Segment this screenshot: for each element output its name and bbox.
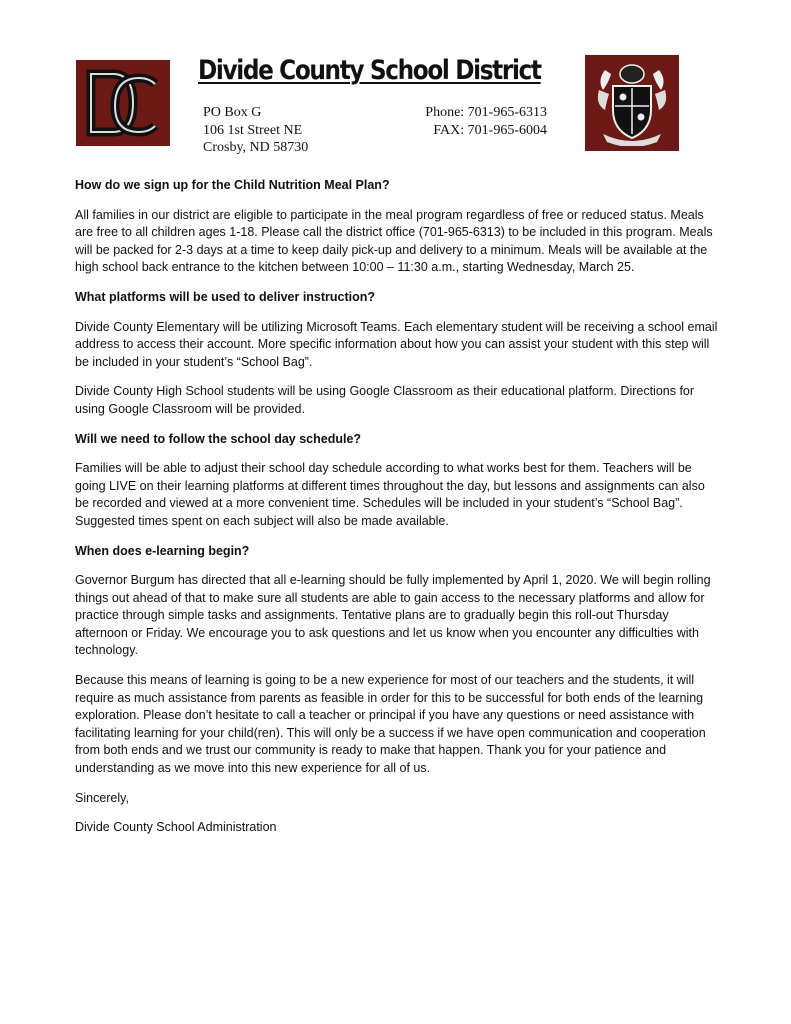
district-logo-dc bbox=[76, 60, 170, 146]
closing: Sincerely, bbox=[75, 790, 129, 805]
question-heading: Will we need to follow the school day schedule? bbox=[75, 431, 362, 446]
question-heading: When does e-learning begin? bbox=[75, 543, 250, 558]
address-line: Crosby, ND 58730 bbox=[203, 140, 309, 155]
address-line: 106 1st Street NE bbox=[203, 122, 303, 138]
address-line: PO Box G bbox=[203, 105, 262, 120]
address-block bbox=[203, 104, 308, 157]
question-heading: What platforms will be used to deliver instruction? bbox=[75, 289, 376, 304]
question-heading: How do we sign up for the Child Nutrition Meal Plan? bbox=[75, 178, 390, 192]
paragraph: Families will be able to adjust their school day schedule according to what works best for them. Teachers will be going LIVE on their learning platforms at different times throughout the day, but lessons and assignments can also be recorded and viewed at a more convenient time. Schedules will be included in your student’s “School Bag”. Suggested times spent on each subject will also be made available. bbox=[75, 461, 705, 528]
paragraph: Divide County High School students will be using Google Classroom as their educational platform. Directions for using Google Classroom will be provided. bbox=[75, 384, 695, 416]
paragraph: Divide County Elementary will be utilizing Microsoft Teams. Each elementary student will be receiving a school email address to access their account. More specific information about how you can assist your student with this step will be included in your student’s “School Bag”. bbox=[75, 319, 718, 369]
dc-monogram-icon bbox=[83, 66, 163, 140]
signature: Divide County School Administration bbox=[75, 820, 277, 835]
contact-block bbox=[418, 104, 547, 139]
letter-body bbox=[75, 177, 721, 849]
fax-number: FAX: 701-965-6004 bbox=[433, 122, 547, 138]
crest-icon bbox=[591, 60, 673, 146]
paragraph: Governor Burgum has directed that all e-learning should be fully implemented by April 1, 2020. We will begin rolling things out ahead of that to make sure all students are able to gain access to the necessary platforms and allow for practice through simple tasks and assignments. Tentative plans are to gradually begin this roll-out Thursday afternoon or Friday. We encourage you to ask questions and let us know when you encounter any difficulties with technology. bbox=[75, 573, 711, 658]
paragraph: All families in our district are eligible to participate in the meal program regardless of free or reduced status. Meals are free to all children ages 1-18. Please call the district office (701-965-6313) to be included in this program. Meals will be packed for 2-3 days at a time to keep daily pick-up and delivery to a minimum. Meals will be available at the high school back entrance to the kitchen between 10:00 – 11:30 a.m., starting Wednesday, March 25. bbox=[75, 207, 713, 275]
district-crest bbox=[585, 55, 679, 151]
page-title: Divide County School District bbox=[198, 55, 541, 86]
paragraph: Because this means of learning is going to be a new experience for most of our teachers and the students, it will require as much assistance from parents as feasible in order for this to be successful for both ends of the learning exploration. Please don’t hesitate to call a teacher or principal if you have any questions or need assistance with facilitating learning for your child(ren). This will only be a success if we have open communication and cooperation from both ends and we trust our community is ready to make that happen. Thank you for your patience and understanding as we move into this new experience for all of us. bbox=[75, 673, 706, 776]
phone-number: Phone: 701-965-6313 bbox=[425, 105, 547, 120]
